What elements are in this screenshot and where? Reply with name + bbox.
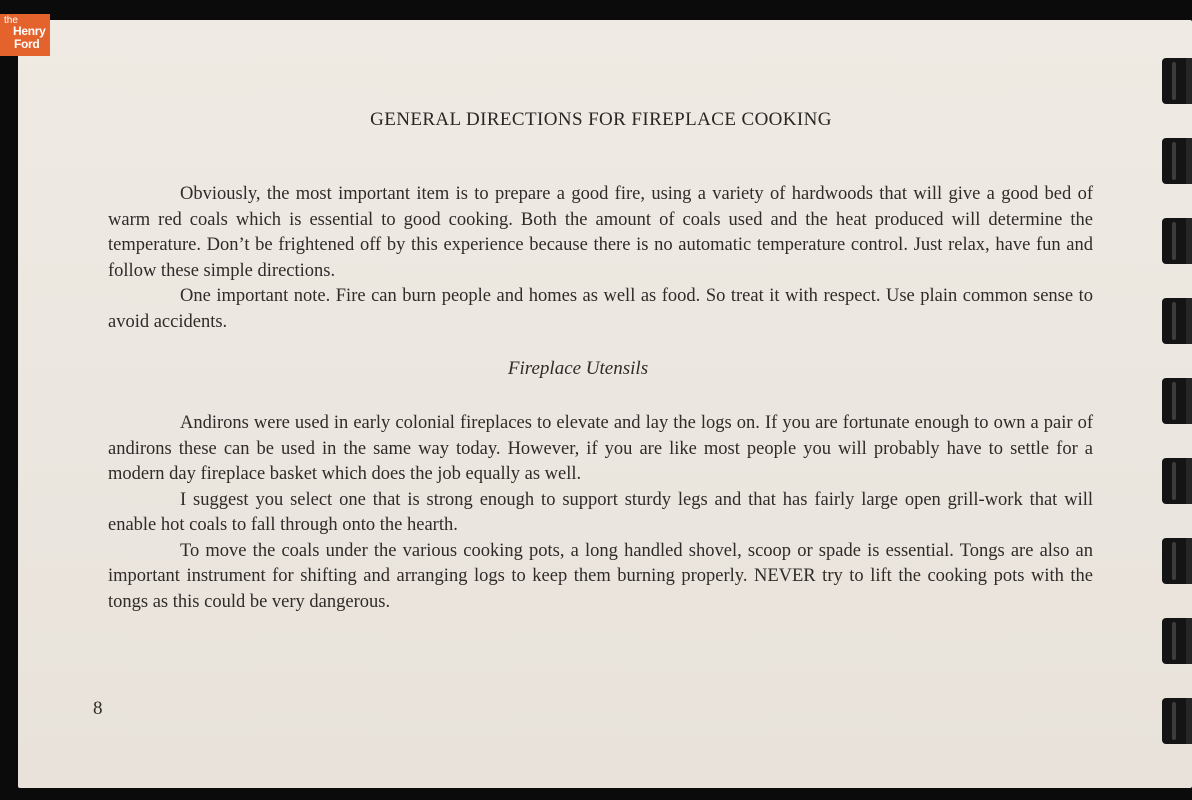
logo-line-henry: Henry <box>13 24 46 38</box>
binding-ring <box>1162 218 1192 264</box>
logo-line-the: the <box>4 15 18 26</box>
binding-ring <box>1162 298 1192 344</box>
intro-paragraph-1: Obviously, the most important item is to prepare a good fire, using a variety of hardwoods that will give a good bed of warm red coals which is essential to good cooking. Both the amount of coals used and the heat produced will determine the temperature. Don’t be frightened off by this experience because there is no automatic temperature control. Just relax, have fun and follow these simple directions. <box>108 184 1093 281</box>
section-heading: Fireplace Utensils <box>507 358 649 379</box>
spiral-binding <box>1162 0 1192 800</box>
binding-ring <box>1162 538 1192 584</box>
booklet-page <box>18 20 1192 788</box>
binding-ring <box>1162 458 1192 504</box>
utensils-section <box>108 411 1093 615</box>
binding-ring <box>1162 618 1192 664</box>
page-number: 8 <box>93 698 103 719</box>
logo-line-ford: Ford <box>14 37 40 51</box>
intro-paragraph-2: One important note. Fire can burn people and homes as well as food. So treat it with respect. Use plain common sense to avoid accidents. <box>108 286 1093 332</box>
binding-ring <box>1162 58 1192 104</box>
utensils-paragraph-2: I suggest you select one that is strong enough to support sturdy legs and that has fairly large open grill-work that will enable hot coals to fall through onto the hearth. <box>108 489 1093 535</box>
page-title: GENERAL DIRECTIONS FOR FIREPLACE COOKING <box>370 109 832 130</box>
intro-section <box>108 182 1093 335</box>
binding-ring <box>1162 378 1192 424</box>
binding-ring <box>1162 138 1192 184</box>
henry-ford-logo <box>0 14 50 56</box>
binding-ring <box>1162 698 1192 744</box>
utensils-paragraph-3: To move the coals under the various cooking pots, a long handled shovel, scoop or spade is essential. Tongs are also an important instrument for shifting and arranging logs to keep them burning properly. NEVER try to lift the cooking pots with the tongs as this could be very dangerous. <box>108 540 1093 612</box>
utensils-paragraph-1: Andirons were used in early colonial fireplaces to elevate and lay the logs on. If you are fortunate enough to own a pair of andirons these can be used in the same way today. However, if you are like most people you will probably have to settle for a modern day fireplace basket which does the job equally as well. <box>108 413 1093 484</box>
